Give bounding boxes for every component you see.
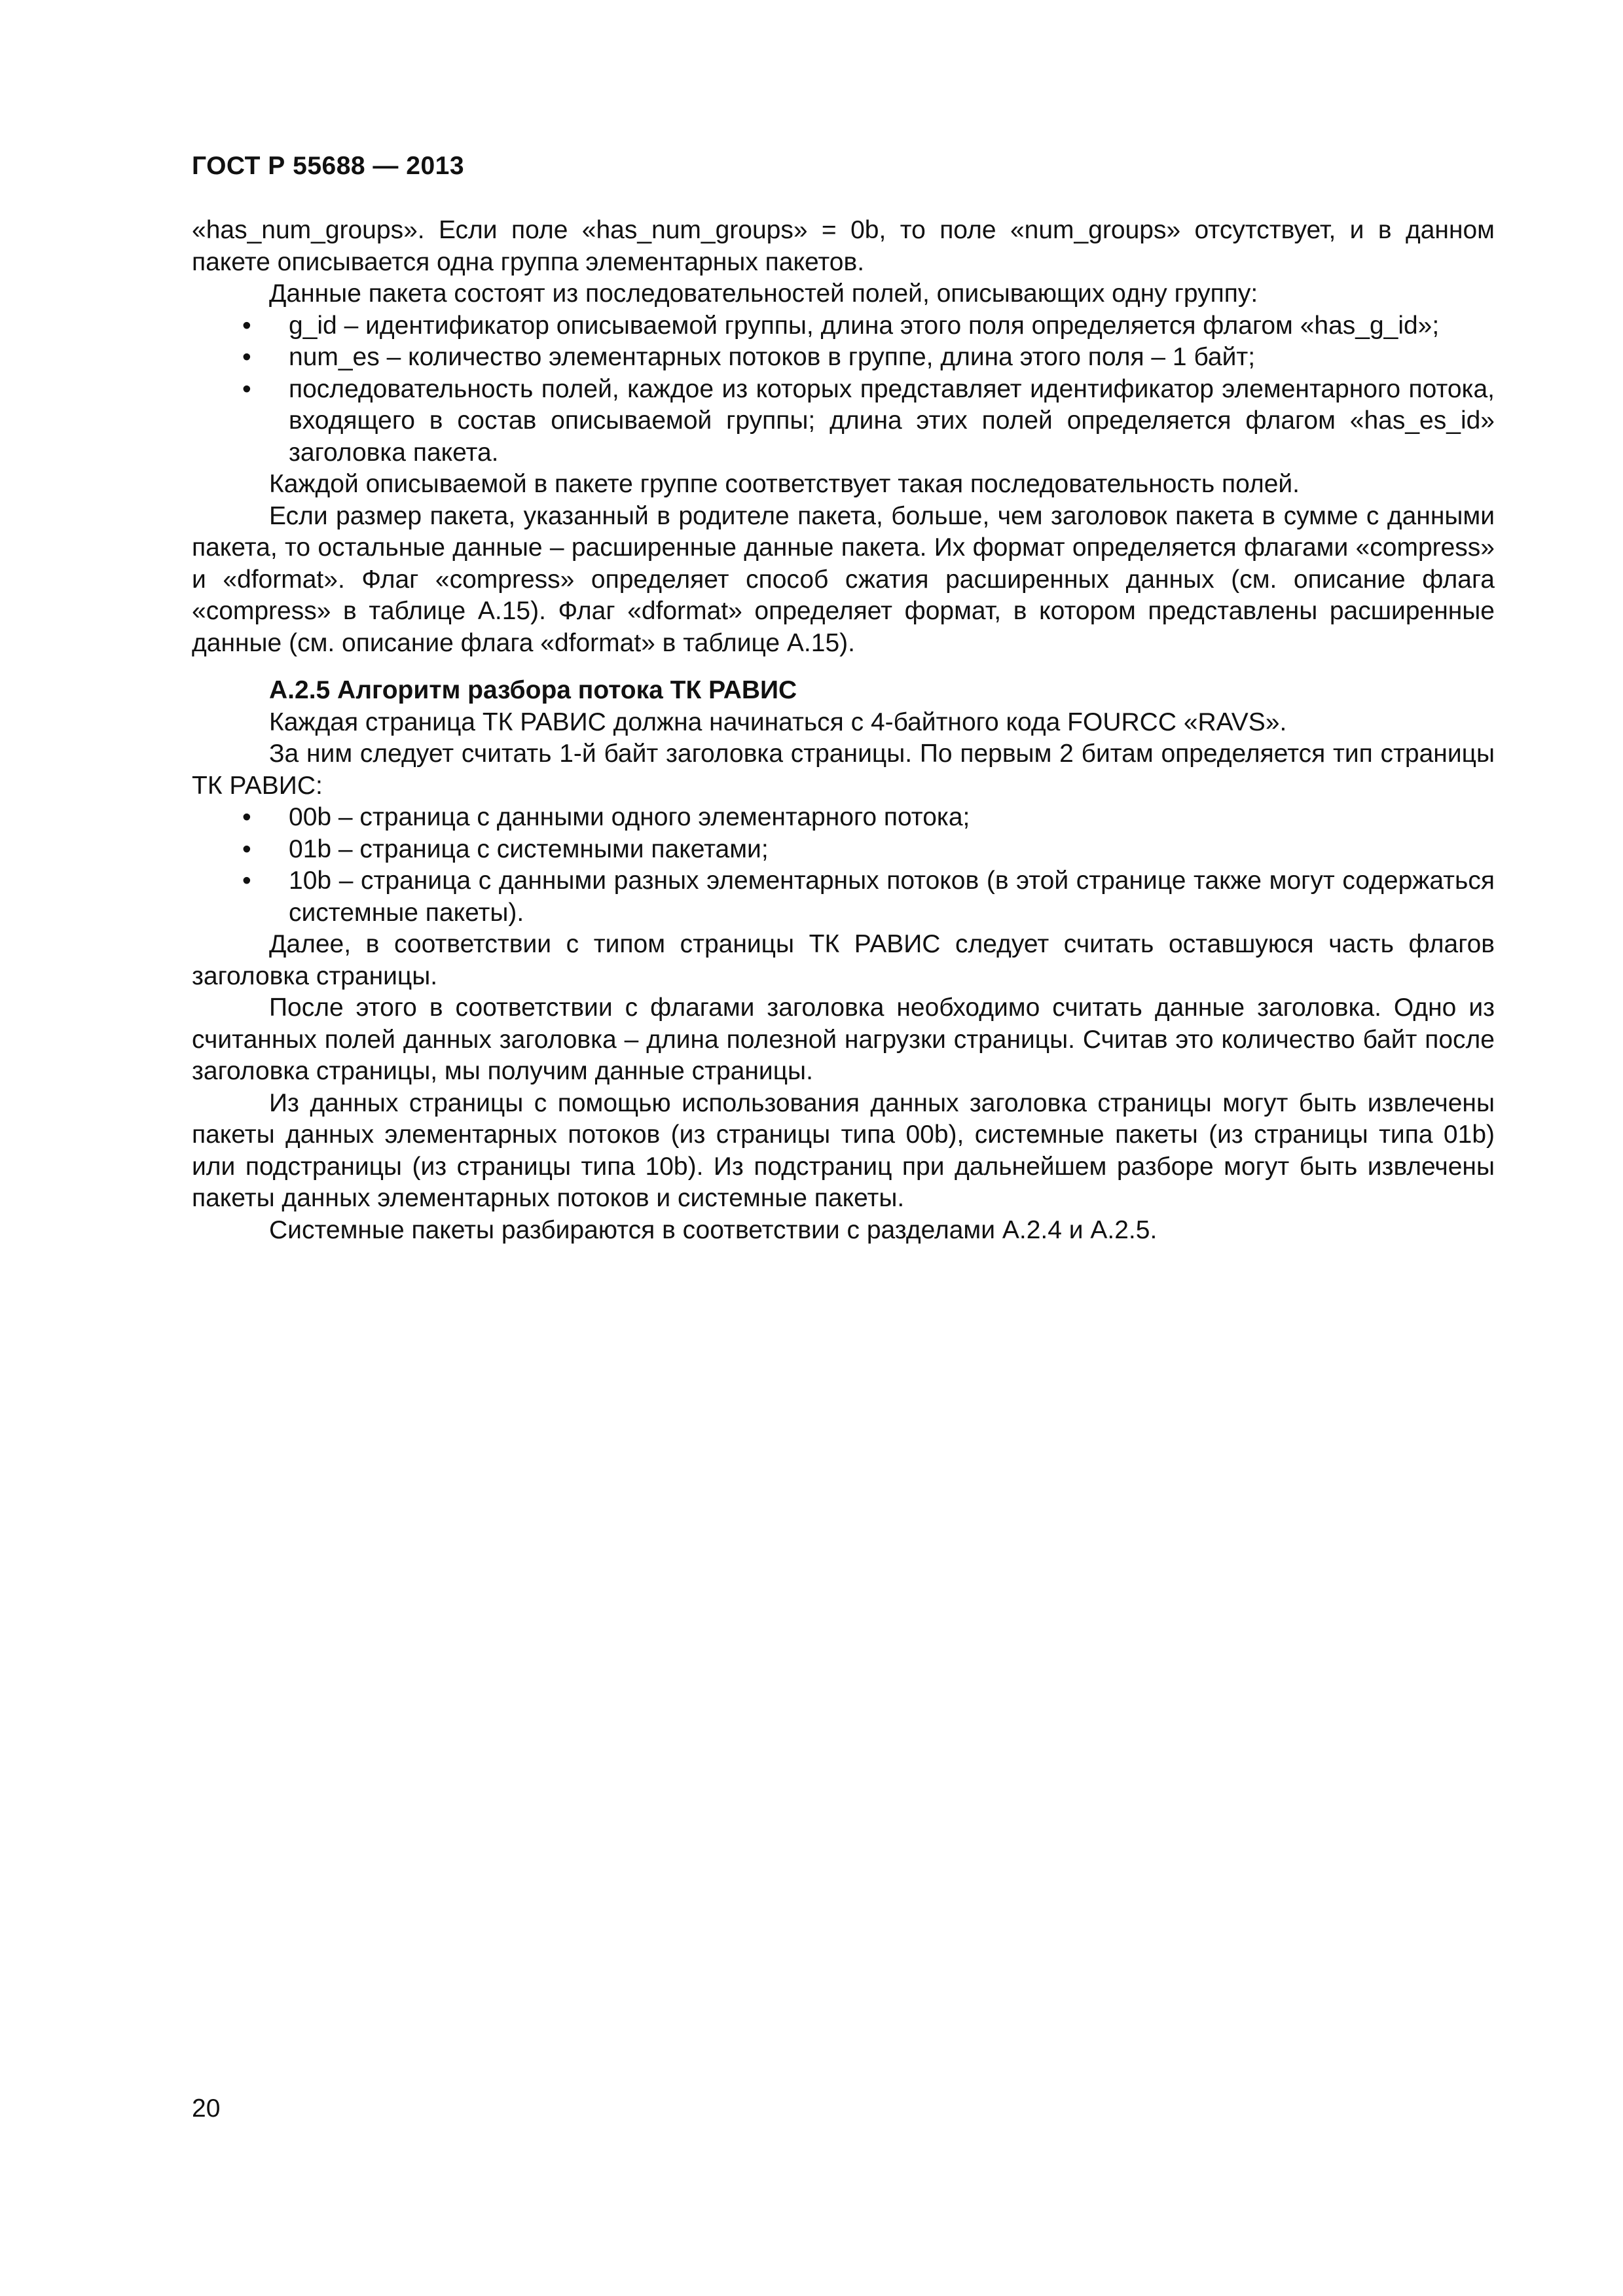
bullet-icon: • (242, 374, 251, 403)
bullet-icon: • (242, 803, 251, 831)
bullet-icon: • (242, 311, 251, 340)
list-item (192, 342, 1495, 374)
document-body (192, 215, 1495, 1246)
list-item (192, 310, 1495, 342)
list-item-text: 00b – страница с данными одного элементарного потока; (289, 803, 970, 831)
list-item-text: num_es – количество элементарных потоков в группе, длина этого поля – 1 байт; (289, 343, 1256, 371)
page-number: 20 (192, 2094, 221, 2123)
group-fields-list (192, 310, 1495, 469)
list-item-text: 01b – страница с системными пакетами; (289, 834, 769, 863)
paragraph-header-data: После этого в соответствии с флагами заголовка необходимо считать данные заголовка. Одно из считанных полей данных заголовка – длина полезной нагрузки страницы. Считав это количество байт после заголовка страницы, мы получим данные страницы. (192, 994, 1495, 1085)
bullet-icon: • (242, 343, 251, 371)
bullet-icon: • (242, 834, 251, 863)
page-types-list (192, 802, 1495, 929)
paragraph-flags: Далее, в соответствии с типом страницы ТК РАВИС следует считать оставшуюся часть флагов заголовка страницы. (192, 930, 1495, 990)
list-item (192, 802, 1495, 834)
list-item (192, 834, 1495, 866)
bullet-icon: • (242, 867, 251, 895)
list-item-text: 10b – страница с данными разных элементарных потоков (в этой странице также могут содержаться системные пакеты). (289, 867, 1495, 927)
paragraph-extended-data: Если размер пакета, указанный в родителе пакета, больше, чем заголовок пакета в сумме с данными пакета, то остальные данные – расширенные данные пакета. Их формат определяется флагами «compress» и «dformat». Флаг «compress» определяет способ сжатия расширенных данных (см. описание флага «compress» в таблице А.15). Флаг «dformat» определяет формат, в котором представлены расширенные данные (см. описание флага «dformat» в таблице А.15). (192, 501, 1495, 657)
section-heading-a25: А.2.5 Алгоритм разбора потока ТК РАВИС (269, 676, 797, 704)
paragraph-page-type: За ним следует считать 1-й байт заголовка страницы. По первым 2 битам определяется тип страницы ТК РАВИС: (192, 740, 1495, 800)
list-item-text: последовательность полей, каждое из которых представляет идентификатор элементарного потока, входящего в состав описываемой группы; длина этих полей определяется флагом «has_es_id» заголовка пакета. (289, 374, 1495, 467)
list-item (192, 865, 1495, 929)
paragraph-continuation: «has_num_groups». Если поле «has_num_groups» = 0b, то поле «num_groups» отсутствует, и в данном пакете описывается одна группа элементарных пакетов. (192, 216, 1495, 276)
paragraph-fourcc: Каждая страница ТК РАВИС должна начинаться с 4-байтного кода FOURCC «RAVS». (269, 708, 1287, 736)
list-item-text: g_id – идентификатор описываемой группы, длина этого поля определяется флагом «has_g_id»; (289, 311, 1440, 340)
paragraph-page-data: Из данных страницы с помощью использования данных заголовка страницы могут быть извлечены пакеты данных элементарных потоков (из страницы типа 00b), системные пакеты (из страницы типа 01b) или подстраницы (из страницы типа 10b). Из подстраниц при дальнейшем разборе могут быть извлечены пакеты данных элементарных потоков и системные пакеты. (192, 1088, 1495, 1212)
paragraph-group-sequence: Каждой описываемой в пакете группе соответствует такая последовательность полей. (269, 470, 1300, 498)
paragraph-system-packets: Системные пакеты разбираются в соответствии с разделами А.2.4 и А.2.5. (269, 1215, 1158, 1244)
list-item (192, 374, 1495, 469)
paragraph-group-fields-intro: Данные пакета состоят из последовательностей полей, описывающих одну группу: (269, 279, 1258, 308)
document-header: ГОСТ Р 55688 — 2013 (192, 152, 465, 180)
